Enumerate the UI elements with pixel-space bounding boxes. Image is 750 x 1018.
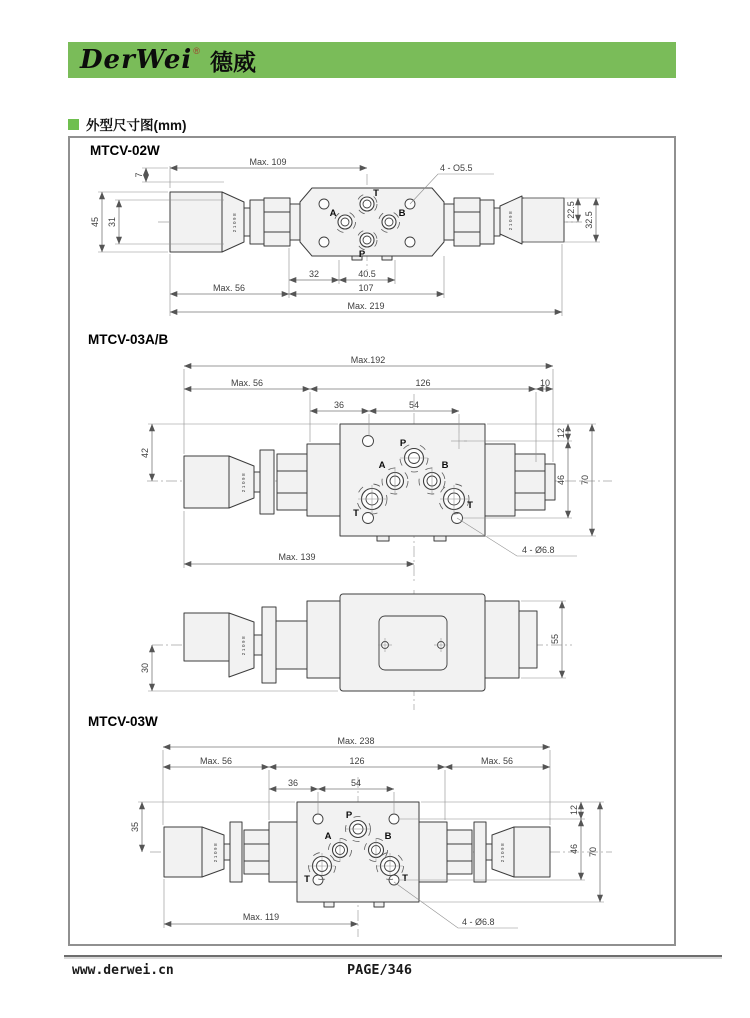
port-b-label: B [441, 460, 449, 471]
knob-scale: 21098 [508, 209, 513, 231]
adjust-knob-left [170, 192, 300, 252]
valve-body [307, 424, 555, 541]
mtcv-03w-drawing [72, 732, 672, 944]
section-heading [68, 114, 187, 134]
adjust-knob-left [164, 822, 269, 882]
knob-scale: 21098 [232, 211, 237, 233]
dim-22-5: 22.5 [566, 201, 576, 219]
adjust-knob-right [447, 822, 550, 882]
mtcv-03-side-view [72, 588, 672, 714]
dim-max56-right: Max. 56 [480, 756, 514, 766]
port-t1-label: T [304, 874, 310, 885]
dim-max139: Max. 139 [278, 552, 316, 562]
port-t2-label: T [402, 873, 408, 884]
registered-mark-icon: ® [193, 46, 200, 56]
dim-35: 35 [130, 821, 140, 833]
port-p-label: P [345, 810, 353, 821]
footer-website: www.derwei.cn [72, 963, 174, 978]
knob-scale: 21098 [241, 471, 246, 493]
valve-body-side [307, 594, 537, 691]
port-b-label: B [384, 831, 392, 842]
dim-12: 12 [556, 427, 566, 439]
dim-31: 31 [107, 216, 117, 228]
mtcv-03ab-drawing [72, 336, 672, 588]
knob-scale: 21098 [213, 841, 218, 863]
port-t-label: T [373, 188, 379, 199]
adjust-knob-left [184, 607, 307, 683]
brand-logo-latin: DerWei [80, 45, 193, 75]
dim-45: 45 [90, 216, 100, 228]
dim-10: 10 [539, 378, 551, 388]
knob-scale: 21098 [241, 634, 246, 656]
brand-header [68, 42, 676, 78]
dim-30: 30 [140, 662, 150, 674]
dim-max56: Max. 56 [230, 378, 264, 388]
drawing-title-mtcv03ab: MTCV-03A/B [88, 332, 169, 347]
port-a-label: A [324, 831, 332, 842]
dim-max56: Max. 56 [212, 283, 246, 293]
dim-70: 70 [580, 474, 590, 486]
drawing-title-mtcv03w: MTCV-03W [88, 714, 158, 729]
dim-70: 70 [588, 846, 598, 858]
footer-page-number: PAGE/346 [347, 962, 413, 978]
brand-logo-chinese: 德威 [209, 49, 256, 76]
dim-max219: Max. 219 [347, 301, 385, 311]
port-p-label: P [399, 438, 407, 449]
port-p-label: P [358, 249, 366, 260]
adjust-knob-left [184, 450, 307, 514]
brand-logo [80, 42, 256, 78]
drawing-title-mtcv02w: MTCV-02W [90, 143, 160, 158]
valve-body [300, 188, 444, 260]
dim-max56-left: Max. 56 [199, 756, 233, 766]
port-t1-label: T [353, 508, 359, 519]
dim-36: 36 [287, 778, 299, 788]
dim-46: 46 [556, 474, 566, 486]
dim-55: 55 [550, 633, 560, 645]
footer-divider [64, 955, 722, 957]
port-t2-label: T [467, 500, 473, 511]
dim-40-5: 40.5 [358, 269, 376, 279]
hole-callout-02w: 4 - O5.5 [440, 163, 473, 173]
dim-32: 32 [308, 269, 320, 279]
port-b-label: B [398, 208, 406, 219]
dim-42: 42 [140, 447, 150, 459]
dim-7: 7 [134, 172, 144, 178]
port-a-label: A [378, 460, 386, 471]
dim-max109: Max. 109 [249, 158, 287, 167]
valve-body [269, 802, 447, 907]
dim-54: 54 [350, 778, 362, 788]
port-a-label: A [329, 208, 337, 219]
adjust-knob-right [444, 196, 564, 246]
dim-32-5: 32.5 [584, 211, 594, 229]
dim-12: 12 [569, 804, 579, 816]
hole-callout-03w: 4 - Ø6.8 [462, 917, 495, 927]
dim-max119: Max. 119 [242, 912, 280, 922]
dim-107: 107 [358, 283, 374, 293]
dim-36: 36 [333, 400, 345, 410]
section-bullet-icon [68, 119, 79, 130]
dim-54: 54 [408, 400, 420, 410]
dim-126: 126 [349, 756, 365, 766]
knob-scale: 21098 [500, 841, 505, 863]
dim-max192: Max.192 [350, 355, 386, 365]
dim-46: 46 [569, 843, 579, 855]
section-title: 外型尺寸图(mm) [86, 118, 187, 133]
drawing-panel [68, 136, 676, 946]
dim-126: 126 [415, 378, 431, 388]
mtcv-02w-drawing [72, 158, 672, 330]
hole-callout-03ab: 4 - Ø6.8 [522, 545, 555, 555]
dim-max238: Max. 238 [337, 736, 375, 746]
